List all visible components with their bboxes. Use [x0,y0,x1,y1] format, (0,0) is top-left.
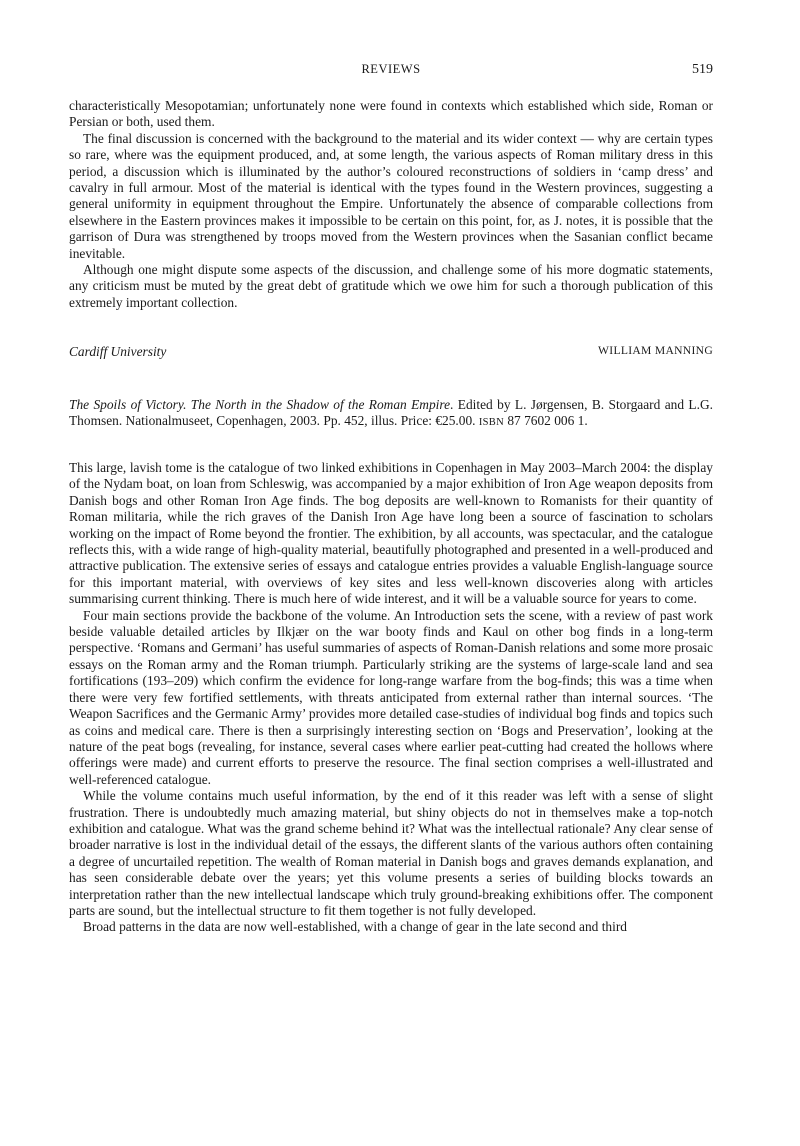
review-2-body [69,460,713,936]
isbn-label: ISBN [478,417,504,429]
paragraph: characteristically Mesopotamian; unfortunately none were found in contexts which established which side, Roman or Persian or both, used them. [69,98,713,130]
book-title: The Spoils of Victory. The North in the Shadow of the Roman Empire [69,397,451,412]
paragraph: Broad patterns in the data are now well-established, with a change of gear in the late second and third [83,919,627,935]
book-citation [69,397,713,432]
paragraph: This large, lavish tome is the catalogue of two linked exhibitions in Copenhagen in May 2003–March 2004: the display of the Nydam boat, on loan from Schleswig, was accompanied by a major exhibition of Iron Age weapon deposits from Danish bogs and other Roman Iron Age finds. The bog deposits are well-known to Romanists for their quantity of Roman militaria, while the rich graves of the Danish Iron Age have long been a source of fascination to scholars working on the impact of Rome beyond the frontier. The exhibition, by all accounts, was spectacular, and the catalogue reflects this, with a wide range of high-quality material, beautifully photographed and presented in a well-produced and attractive publication. The extensive series of essays and catalogue entries provides a valuable English-language source for this important material, with overviews of key sites and less well-known discoveries along with articles summarising current thinking. There is much here of wide interest, and it will be a valuable source for years to come. [69,460,713,607]
book-details: . Edited by L. Jørgensen, B. Storgaard and L.G. Thomsen. Nationalmuseet, Copenhagen, 2003. Pp. 452, illus. Price: €25.00. [69,397,713,429]
reviewer-name: WILLIAM MANNING [598,344,713,357]
review-1-signature [69,344,713,362]
isbn-number: 87 7602 006 1. [503,413,588,429]
page-number: 519 [692,62,713,77]
paragraph: The final discussion is concerned with the background to the material and its wider context — why are certain types so rare, where was the equipment produced, and, at some length, the various aspects of Roman military dress in this period, a discussion which is illuminated by the author’s coloured reconstructions of soldiers in ‘camp dress’ and cavalry in full armour. Most of the material is identical with the types found in the Western provinces, suggesting a general uniformity in equipment throughout the Empire. Unfortunately the absence of comparable collections from elsewhere in the Eastern provinces makes it impossible to be certain on this point, for, as J. notes, it is possible that the garrison of Dura was strengthened by troops moved from the Western provinces when the Sasanian conflict became inevitable. [69,130,713,261]
review-1-body [69,98,713,311]
reviewer-institution: Cardiff University [69,344,167,359]
paragraph: Although one might dispute some aspects of the discussion, and challenge some of his more dogmatic statements, any criticism must be muted by the great debt of gratitude which we owe him for such a thorough publication of this extremely important collection. [69,262,713,310]
paragraph: While the volume contains much useful information, by the end of it this reader was left with a sense of slight frustration. There is undoubtedly much amazing material, but shiny objects do not in themselves make a top-notch exhibition and catalogue. What was the grand scheme behind it? What was the intellectual rationale? Any clear sense of broader narrative is lost in the individual detail of the essays, the different slants of the various authors often containing a degree of uncurtailed repetition. The wealth of Roman material in Danish bogs and graves demands explanation, and has seen considerable debate over the years; yet this volume presents a series of building blocks towards an interpretation rather than the new intellectual landscape which truly ground-breaking exhibitions offer. The component parts are sound, but the intellectual structure to fit them together is not fully developed. [69,788,713,918]
paragraph: Four main sections provide the backbone of the volume. An Introduction sets the scene, with a review of past work beside valuable detailed articles by Ilkjær on the war booty finds and Kaul on other bog finds in a long-term perspective. ‘Romans and Germani’ has useful summaries of aspects of Roman-Danish relations and some more prosaic essays on the Roman army and the Roman triumph. Particularly striking are the systems of large-scale land and sea fortifications (193–209) which confirm the evidence for long-range warfare from the bog-finds; this was a time when there were very few fortified settlements, with threats anticipated from external rather than internal sources. ‘The Weapon Sacrifices and the Germanic Army’ provides more detailed case-studies of individual bog finds and topics such as coins and medical care. There is then a surprisingly interesting section on ‘Bogs and Preservation’, looking at the nature of the peat bogs (revealing, for instance, several cases where earlier peat-cutting had created the hollows where offerings were made) and current efforts to preserve the resource. The final section comprises a well-illustrated and well-referenced catalogue. [69,607,713,787]
running-head [69,62,713,80]
running-title: REVIEWS [361,62,421,76]
